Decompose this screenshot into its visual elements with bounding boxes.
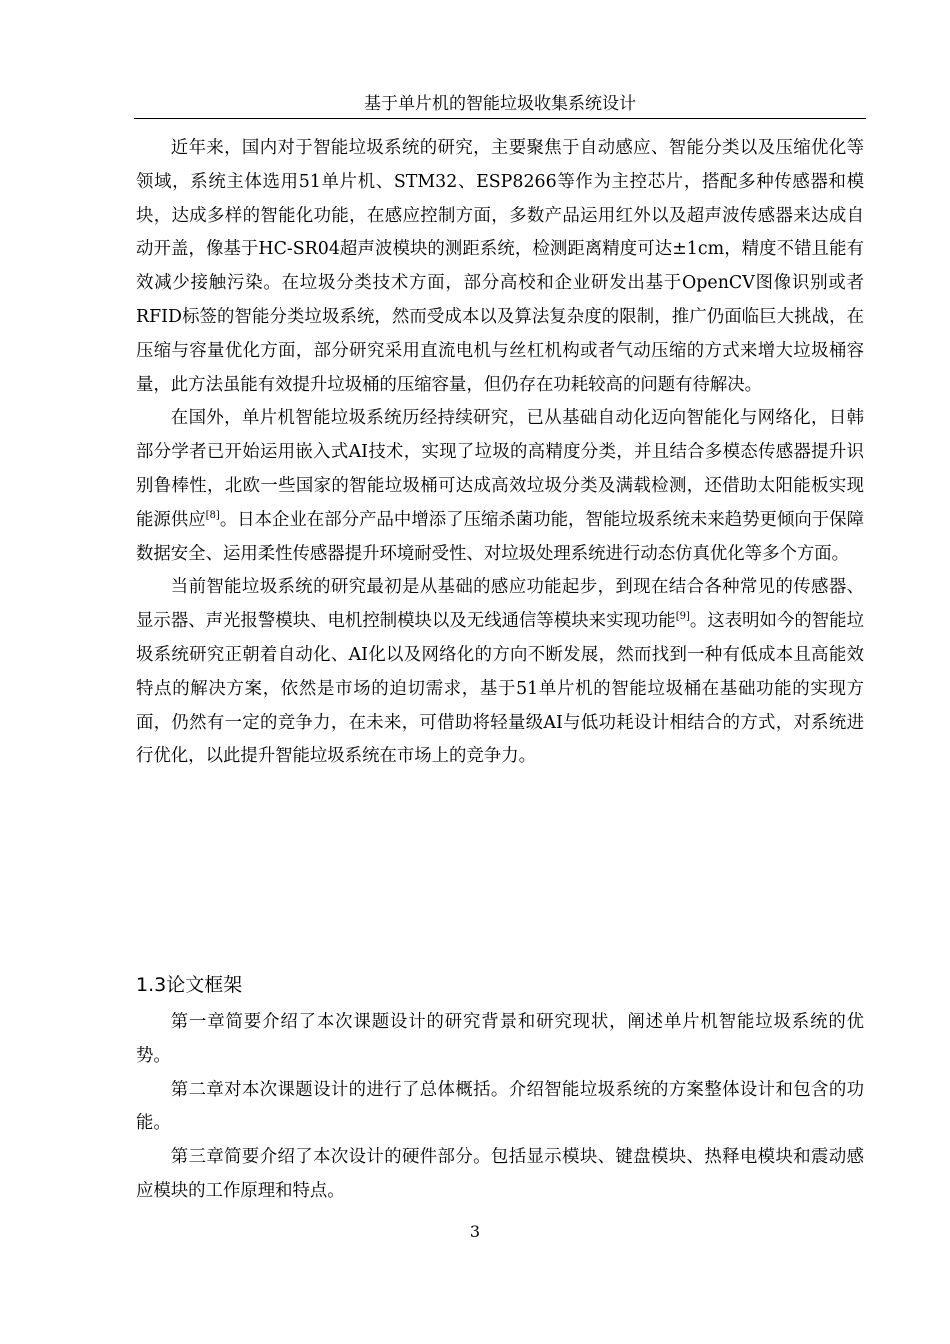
- body-text: [136, 132, 864, 774]
- paragraph-chapter-3: 第三章简要介绍了本次设计的硬件部分。包括显示模块、键盘模块、热释电模块和震动感应模块的工作原理和特点。: [136, 1147, 864, 1201]
- paragraph-chapter-2: 第二章对本次课题设计的进行了总体概括。介绍智能垃圾系统的方案整体设计和包含的功能。: [136, 1079, 864, 1134]
- section-body: [136, 1006, 864, 1209]
- citation-ref: [9]: [675, 611, 690, 623]
- paragraph-text: 。日本企业在部分产品中增添了压缩杀菌功能，智能垃圾系统未来趋势更倾向于保障数据安全、运用柔性传感器提升环境耐受性、对垃圾处理系统进行动态仿真优化等多个方面。: [136, 509, 864, 564]
- paragraph-text: 在国外，单片机智能垃圾系统历经持续研究，已从基础自动化迈向智能化与网络化，日韩部分学者已开始运用嵌入式AI技术，实现了垃圾的高精度分类，并且结合多模态传感器提升识别鲁棒性，北欧一些国家的智能垃圾桶可达成高效垃圾分类及满载检测，还借助太阳能板实现能源供应: [136, 408, 864, 530]
- paragraph-foreign-research: [136, 402, 864, 571]
- section-heading: 1.3论文框架: [136, 974, 243, 996]
- citation-ref: [8]: [205, 509, 220, 521]
- running-header: 基于单片机的智能垃圾收集系统设计: [134, 92, 866, 119]
- paragraph-text: 。这表明如今的智能垃圾系统研究正朝着自动化、AI化以及网络化的方向不断发展，然而找到一种有低成本且高能效特点的解决方案，依然是市场的迫切需求，基于51单片机的智能垃圾桶在基础功能的实现方面，仍然有一定的竞争力，在未来，可借助将轻量级AI与低功耗设计相结合的方式，对系统进行优化，以此提升智能垃圾系统在市场上的竞争力。: [136, 611, 864, 767]
- paragraph-domestic-research: 近年来，国内对于智能垃圾系统的研究，主要聚焦于自动感应、智能分类以及压缩优化等领域，系统主体选用51单片机、STM32、ESP8266等作为主控芯片，搭配多种传感器和模块，达成多样的智能化功能，在感应控制方面，多数产品运用红外以及超声波传感器来达成自动开盖，像基于HC-SR04超声波模块的测距系统，检测距离精度可达±1cm，精度不错且能有效减少接触污染。在垃圾分类技术方面，部分高校和企业研发出基于OpenCV图像识别或者RFID标签的智能分类垃圾系统，然而受成本以及算法复杂度的限制，推广仍面临巨大挑战，在压缩与容量优化方面，部分研究采用直流电机与丝杠机构或者气动压缩的方式来增大垃圾桶容量，此方法虽能有效提升垃圾桶的压缩容量，但仍存在功耗较高的问题有待解决。: [136, 138, 864, 395]
- paragraph-chapter-1: 第一章简要介绍了本次课题设计的研究背景和研究现状，阐述单片机智能垃圾系统的优势。: [136, 1012, 864, 1066]
- page-number: 3: [469, 1222, 481, 1241]
- paragraph-text: 当前智能垃圾系统的研究最初是从基础的感应功能起步，到现在结合各种常见的传感器、显示器、声光报警模块、电机控制模块以及无线通信等模块来实现功能: [136, 577, 864, 632]
- paragraph-current-research: [136, 571, 864, 774]
